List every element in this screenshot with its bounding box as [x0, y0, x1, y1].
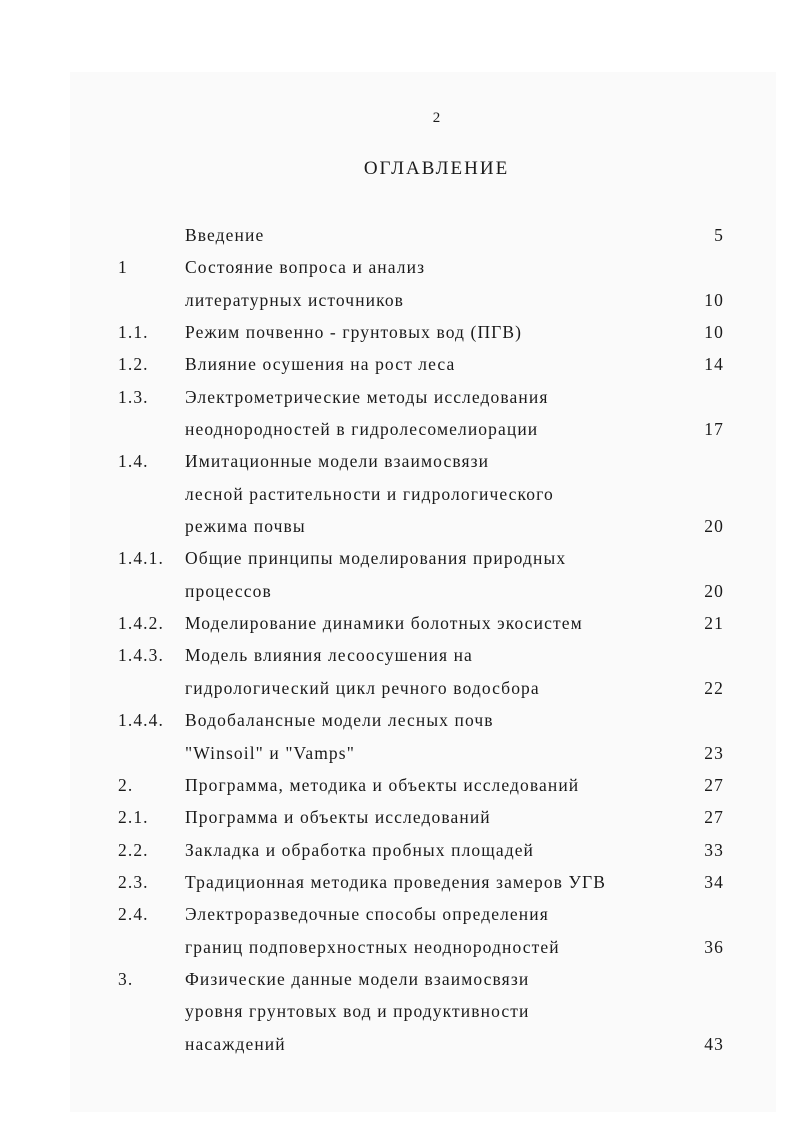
toc-page-number: 27: [704, 807, 724, 828]
toc-entry-text: Традиционная методика проведения замеров УГВ: [185, 871, 606, 892]
toc-line: [0, 381, 793, 413]
toc-entry-text: Закладка и обработка пробных площадей: [185, 839, 535, 860]
toc-line: [0, 963, 793, 995]
toc-entry-text: Имитационные модели взаимосвязи: [185, 451, 490, 472]
toc-line: [0, 737, 793, 769]
toc-entry-text: неоднородностей в гидролесомелиорации: [185, 419, 539, 440]
toc-entry-text: Электрометрические методы исследования: [185, 386, 549, 407]
toc-entry-text: уровня грунтовых вод и продуктивности: [185, 1001, 530, 1022]
toc-line: [0, 445, 793, 477]
toc-line: [0, 995, 793, 1027]
toc-entry-text: Введение: [185, 225, 265, 245]
toc-section-number: 1: [118, 257, 128, 278]
toc-line: [0, 769, 793, 801]
toc-line: [0, 866, 793, 898]
toc-entry-text: гидрологический цикл речного водосбора: [185, 677, 540, 698]
toc-line: [0, 575, 793, 607]
toc-section-number: 2.3.: [118, 871, 149, 892]
toc-page-number: 21: [704, 613, 724, 634]
toc-line: [0, 510, 793, 542]
toc-line: [0, 219, 793, 251]
toc-line: [0, 413, 793, 445]
toc-entry-text: Модель влияния лесоосушения на: [185, 645, 473, 666]
toc-entry-text: Водобалансные модели лесных почв: [185, 710, 494, 731]
toc-line: [0, 898, 793, 930]
toc-section-number: 2.2.: [118, 839, 149, 860]
toc-page-number: 33: [704, 839, 724, 860]
toc-section-number: 1.4.1.: [118, 548, 164, 569]
toc-line: [0, 607, 793, 639]
toc-section-number: 3.: [118, 968, 134, 989]
toc-line: [0, 931, 793, 963]
toc-line: [0, 834, 793, 866]
toc-entry-text: Программа и объекты исследований: [185, 807, 491, 828]
toc-page-number: 34: [704, 871, 724, 892]
page-title: ОГЛАВЛЕНИЕ: [363, 158, 510, 179]
toc-line: [0, 348, 793, 380]
toc-section-number: 1.1.: [118, 322, 149, 343]
toc-line: [0, 704, 793, 736]
toc-entry-text: насаждений: [185, 1033, 286, 1054]
toc-page-number: 20: [704, 580, 724, 601]
table-of-contents: [0, 219, 793, 1060]
toc-entry-text: Влияние осушения на рост леса: [185, 354, 456, 375]
toc-line: [0, 672, 793, 704]
toc-section-number: 2.: [118, 774, 134, 795]
toc-section-number: 1.2.: [118, 354, 149, 375]
toc-page-number: 5: [714, 225, 724, 245]
page-number: 2: [432, 110, 441, 126]
toc-entry-text: границ подповерхностных неоднородностей: [185, 936, 560, 957]
toc-entry-text: Моделирование динамики болотных экосистем: [185, 613, 583, 634]
toc-entry-text: режима почвы: [185, 516, 306, 537]
toc-entry-text: Программа, методика и объекты исследований: [185, 774, 580, 795]
toc-section-number: 1.3.: [118, 386, 149, 407]
toc-entry-text: Состояние вопроса и анализ: [185, 257, 426, 278]
toc-section-number: 1.4.4.: [118, 710, 164, 731]
toc-line: [0, 1028, 793, 1060]
toc-page-number: 27: [704, 774, 724, 795]
toc-section-number: 2.1.: [118, 807, 149, 828]
toc-page-number: 22: [704, 677, 724, 698]
toc-page-number: 43: [704, 1033, 724, 1054]
toc-page-number: 10: [704, 322, 724, 343]
toc-section-number: 2.4.: [118, 904, 149, 925]
toc-entry-text: процессов: [185, 580, 272, 601]
toc-page-number: 36: [704, 936, 724, 957]
toc-entry-text: Электроразведочные способы определения: [185, 904, 549, 925]
toc-line: [0, 284, 793, 316]
toc-page-number: 20: [704, 516, 724, 537]
toc-page-number: 14: [704, 354, 724, 375]
toc-section-number: 1.4.2.: [118, 613, 164, 634]
toc-entry-text: лесной растительности и гидрологического: [185, 483, 554, 504]
toc-line: [0, 801, 793, 833]
toc-section-number: 1.4.3.: [118, 645, 164, 666]
toc-page-number: 10: [704, 289, 724, 310]
toc-line: [0, 639, 793, 671]
toc-line: [0, 478, 793, 510]
toc-section-number: 1.4.: [118, 451, 149, 472]
toc-line: [0, 316, 793, 348]
toc-page-number: 17: [704, 419, 724, 440]
toc-entry-text: Физические данные модели взаимосвязи: [185, 968, 530, 989]
toc-line: [0, 251, 793, 283]
toc-line: [0, 542, 793, 574]
toc-entry-text: Режим почвенно - грунтовых вод (ПГВ): [185, 322, 523, 343]
toc-entry-text: "Winsoil" и "Vamps": [185, 742, 355, 763]
toc-entry-text: литературных источников: [185, 289, 405, 310]
toc-entry-text: Общие принципы моделирования природных: [185, 548, 567, 569]
toc-page-number: 23: [704, 742, 724, 763]
